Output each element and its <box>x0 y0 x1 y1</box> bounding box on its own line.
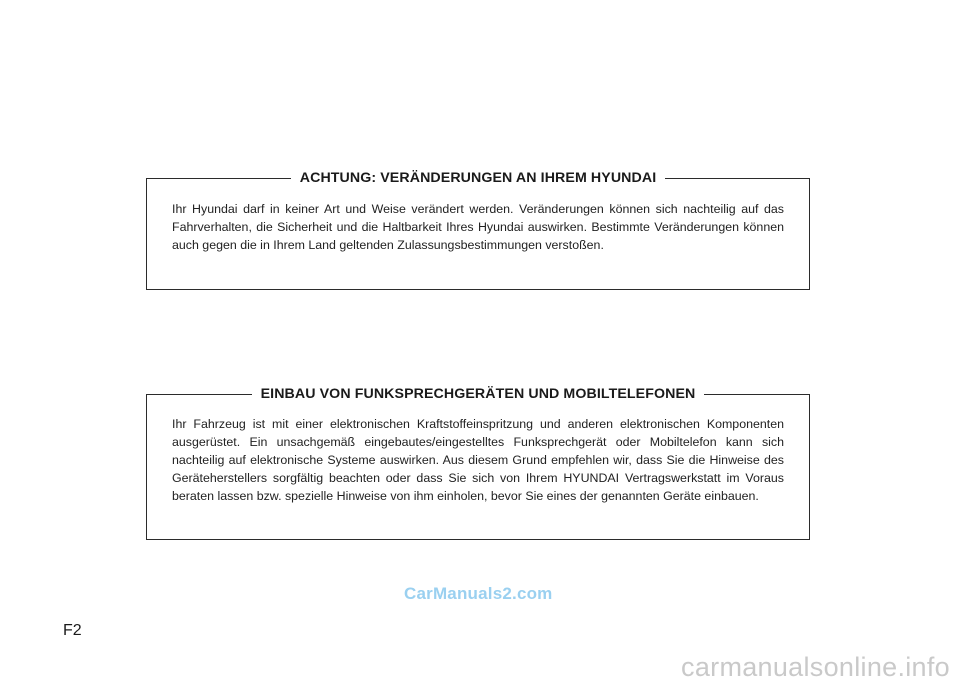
info-box-radio-phones <box>146 386 810 540</box>
warning-box-modifications <box>146 170 810 290</box>
warning-box-title <box>147 168 809 188</box>
watermark-carmanuals2[interactable]: CarManuals2.com <box>404 584 553 603</box>
watermark-carmanualsonline[interactable]: carmanualsonline.info <box>681 652 950 682</box>
section-title-modifications: ACHTUNG: VERÄNDERUNGEN AN IHREM HYUNDAI <box>291 170 666 186</box>
page-number: F2 <box>63 622 82 639</box>
section-title-radio-phones: EINBAU VON FUNKSPRECHGERÄTEN UND MOBILTELEFONEN <box>252 386 705 402</box>
section-text-modifications: Ihr Hyundai darf in keiner Art und Weise verändert werden. Veränderungen können sich nachteilig auf das Fahrverhalten, die Sicherheit und die Haltbarkeit Ihres Hyundai auswirken. Bestimmte Veränderungen können auch gegen die in Ihrem Land geltenden Zulassungsbestimmungen verstoßen. <box>172 202 784 252</box>
info-box-title <box>147 384 809 404</box>
section-text-radio-phones: Ihr Fahrzeug ist mit einer elektronischen Kraftstoffeinspritzung und anderen elektronischen Komponenten ausgerüstet. Ein unsachgemäß eingebautes/eingestelltes Funksprechgerät oder Mobiltelefon kann sich nachteilig auf elektronische Systeme auswirken. Aus diesem Grund empfehlen wir, dass Sie die Hinweise des Geräteherstellers sorgfältig beachten oder dass Sie sich von Ihrem HYUNDAI Vertragswerkstatt im Voraus beraten lassen bzw. spezielle Hinweise von ihm einholen, bevor Sie eines der genannten Geräte einbauen. <box>172 417 784 503</box>
